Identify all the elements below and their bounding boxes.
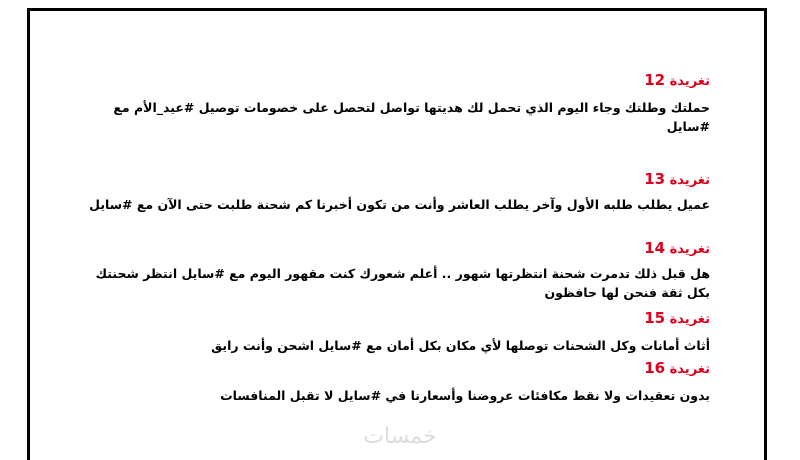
tweet-15 (70, 310, 710, 355)
tweet-title-label: تغريدة (669, 74, 710, 89)
tweet-title (70, 72, 710, 90)
tweet-body: أثاث أمانات وكل الشحنات توصلها لأي مكان بكل أمان مع #سايل اشحن وأنت رايق (211, 338, 710, 353)
tweet-body: عميل يطلب طلبه الأول وآخر يطلب العاشر وأنت من تكون أخبرنا كم شحنة طلبت حتى الآن مع #سايل (89, 197, 710, 212)
tweet-16 (70, 360, 710, 405)
tweet-14 (70, 240, 710, 302)
tweet-number: 15 (644, 309, 666, 327)
tweet-title-label: تغريدة (669, 362, 710, 377)
tweet-title (70, 310, 710, 328)
tweet-number: 16 (644, 359, 666, 377)
tweet-title-label: تغريدة (669, 242, 710, 257)
tweet-number: 13 (644, 170, 666, 188)
tweet-number: 12 (644, 71, 666, 89)
tweet-title-label: تغريدة (669, 173, 710, 188)
tweet-title (70, 360, 710, 378)
tweet-13 (70, 171, 710, 214)
tweet-body: حملتك وطلتك وجاء اليوم الذي تحمل لك هديتها تواصل لتحصل على خصومات توصيل #عيد_الأم مع #سايل (113, 100, 710, 134)
tweet-title-label: تغريدة (669, 312, 710, 327)
watermark: خمسات (363, 424, 437, 449)
tweet-body: بدون تعقيدات ولا نقط مكافئات عروضنا وأسعارنا في #سايل لا تقبل المنافسات (220, 388, 710, 403)
tweet-title (70, 171, 710, 189)
tweet-body: هل قبل ذلك تدمرت شحنة انتظرتها شهور .. أعلم شعورك كنت مقهور اليوم مع #سايل انتظر شحنتك بكل ثقة فنحن لها حافظون (95, 266, 710, 300)
tweet-12 (70, 72, 710, 136)
tweet-title (70, 240, 710, 258)
tweet-number: 14 (644, 239, 666, 257)
